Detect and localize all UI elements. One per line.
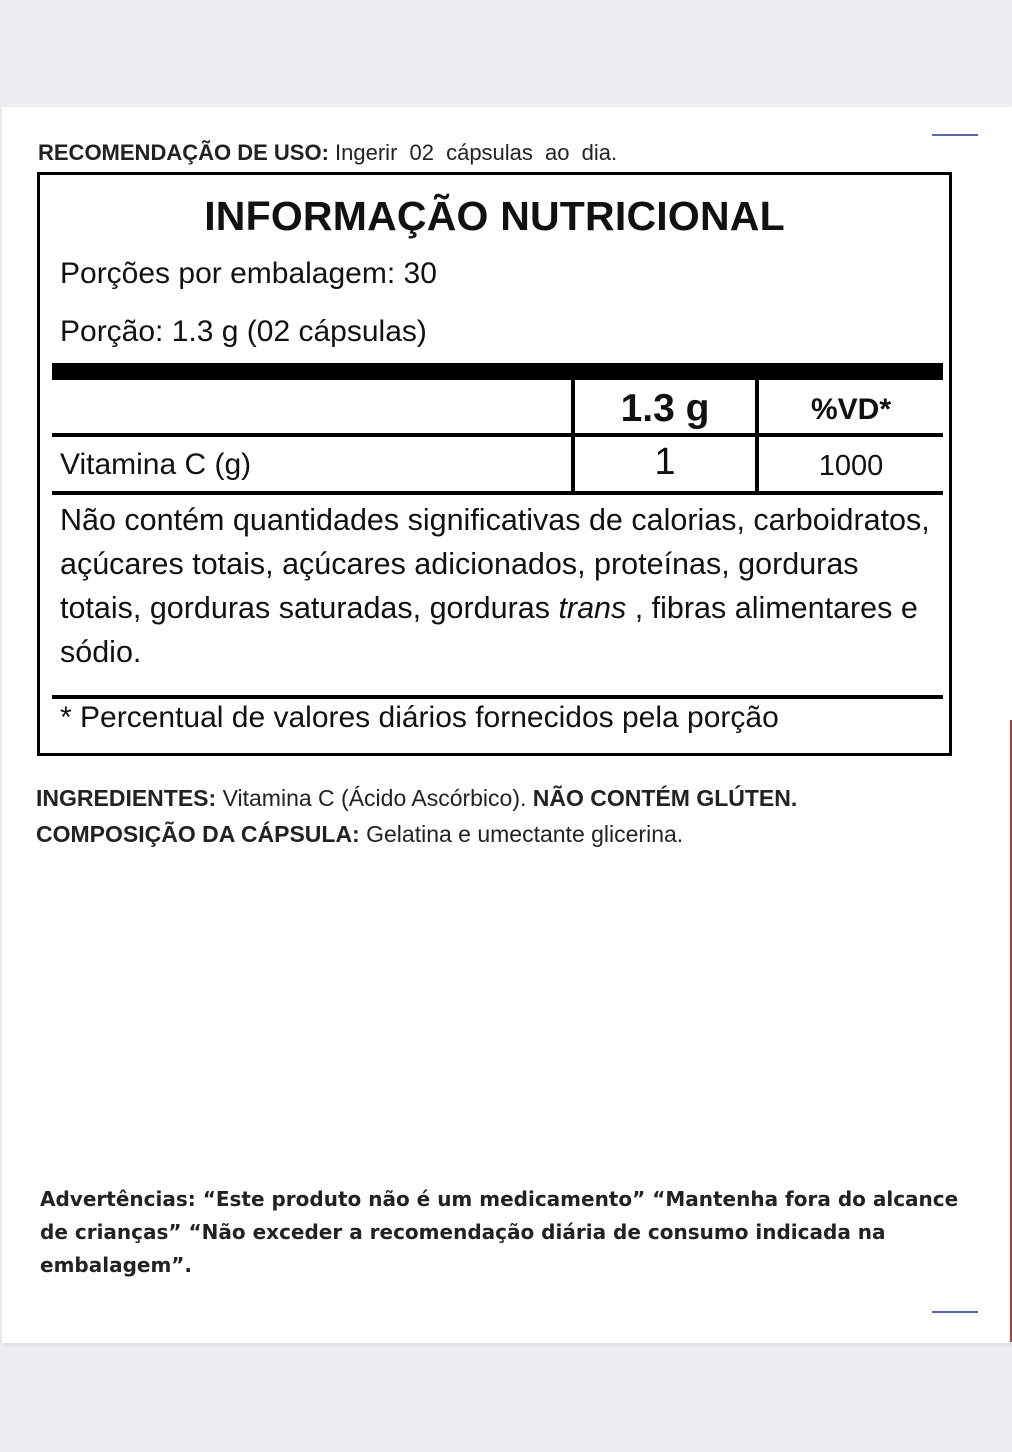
note-text: Não contém quantidades significativas de calorias, carboidratos, açúcares totais, açúcares adicionados, proteínas, gorduras totais, gorduras saturadas, gorduras <box>60 503 930 625</box>
nutrient-amount: 1 <box>654 441 676 483</box>
usage-recommendation <box>38 140 617 166</box>
crop-mark-top <box>932 134 978 136</box>
nutrient-name: Vitamina C (g) <box>60 448 252 481</box>
capsule-label: COMPOSIÇÃO DA CÁPSULA: <box>36 821 360 847</box>
note-italic: trans <box>558 591 627 625</box>
serving-size: Porção: 1.3 g (02 cápsulas) <box>60 315 427 348</box>
header-daily-value: %VD* <box>810 393 892 426</box>
footnote-divider <box>52 695 943 699</box>
ingredients-value: Vitamina C (Ácido Ascórbico). <box>216 785 533 811</box>
crop-mark-bottom <box>932 1311 978 1313</box>
row-divider <box>52 491 943 495</box>
header-amount: 1.3 g <box>620 387 710 430</box>
capsule-composition-line <box>36 821 683 848</box>
daily-value-footnote: * Percentual de valores diários fornecidos pela porção <box>60 701 779 734</box>
gluten-statement: NÃO CONTÉM GLÚTEN. <box>532 785 798 811</box>
ingredients-line <box>36 785 797 812</box>
warnings-text: Advertências: “Este produto não é um medicamento” “Mantenha fora do alcance de crianças” “Não exceder a recomendação diária de consumo indicada na embalagem”. <box>40 1187 959 1277</box>
nutrient-daily-value: 1000 <box>818 450 884 482</box>
not-significant-note <box>60 498 940 674</box>
nutrition-table <box>37 172 952 756</box>
note-end: , fibras alimentares e sódio. <box>60 591 918 669</box>
header-divider <box>52 433 943 437</box>
capsule-value: Gelatina e umectante glicerina. <box>359 821 684 847</box>
servings-per-package: Porções por embalagem: 30 <box>60 257 437 290</box>
usage-label: RECOMENDAÇÃO DE USO: <box>38 140 329 165</box>
usage-value: Ingerir 02 cápsulas ao dia. <box>335 140 618 165</box>
ingredients-label: INGREDIENTES: <box>36 785 217 811</box>
nutrition-title: INFORMAÇÃO NUTRICIONAL <box>204 193 785 239</box>
table-thick-divider <box>52 363 943 380</box>
